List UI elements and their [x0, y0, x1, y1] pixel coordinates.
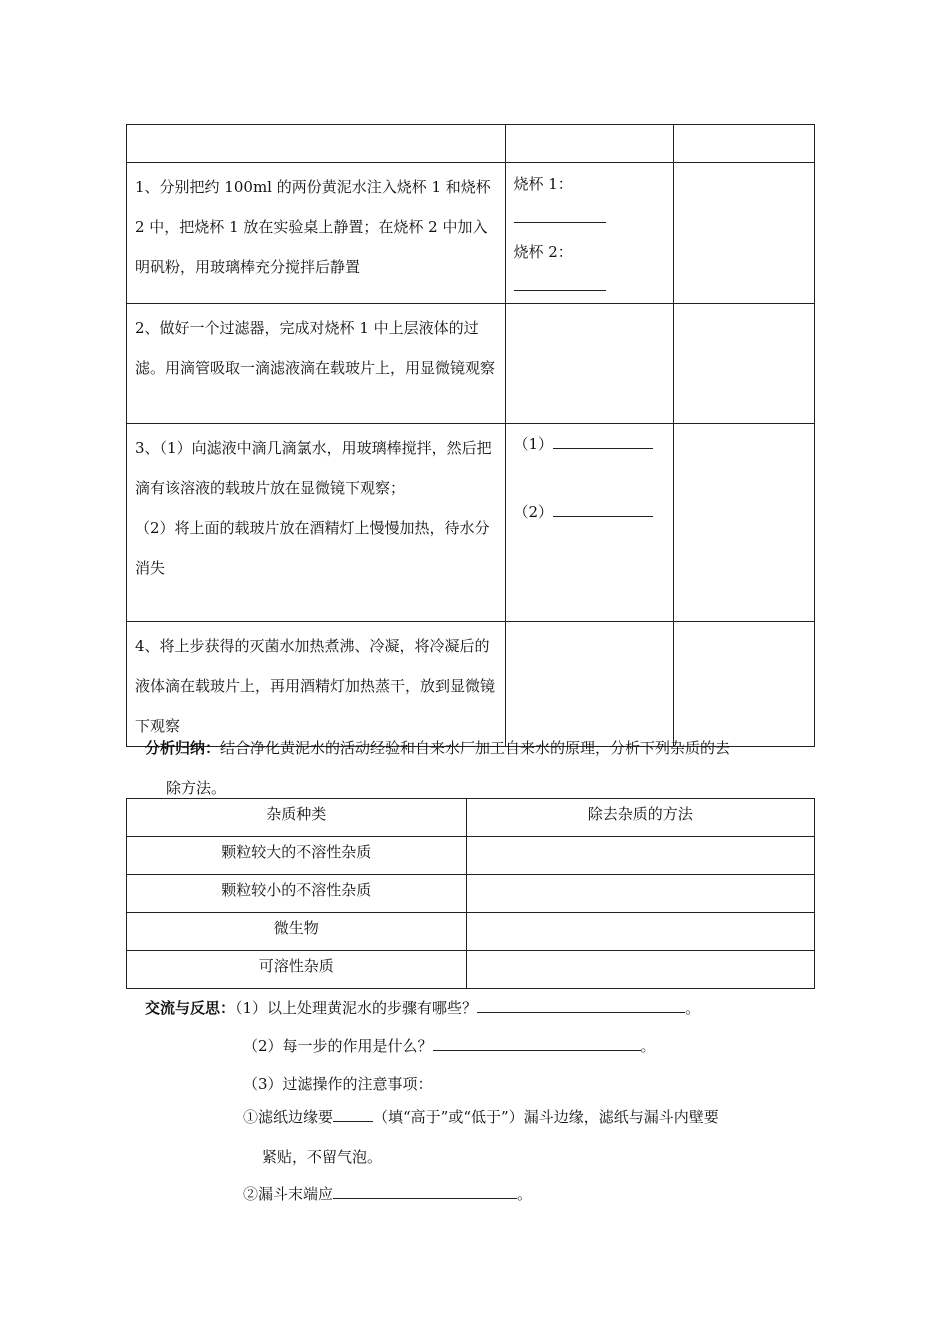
step-text: 1、分别把约 100ml 的两份黄泥水注入烧杯 1 和烧杯 2 中，把烧杯 1 放在实验桌上静置；在烧杯 2 中加入明矾粉，用玻璃棒充分搅拌后静置: [135, 178, 491, 276]
punctuation: 。: [517, 1185, 533, 1203]
question-text: （1）以上处理黄泥水的步骤有哪些？: [235, 999, 478, 1017]
observation-label: （1）: [513, 435, 554, 453]
answer-blank[interactable]: [333, 1182, 517, 1199]
reflection-q2: [243, 1034, 656, 1058]
observation-cell: [505, 163, 673, 304]
observation-line: [514, 167, 665, 235]
impurity-type-cell: 颗粒较小的不溶性杂质: [127, 875, 467, 913]
table-row: [127, 424, 815, 622]
analysis-section: [145, 728, 825, 808]
table-row: [127, 125, 815, 163]
answer-blank[interactable]: [514, 206, 606, 223]
reflection-label: 交流与反思：: [145, 999, 236, 1017]
conclusion-cell: [673, 304, 814, 424]
question-text: （3）过滤操作的注意事项：: [243, 1075, 433, 1093]
filter-note-1: [243, 1105, 719, 1129]
impurity-type-cell: 可溶性杂质: [127, 951, 467, 989]
table-header-cell: 除去杂质的方法: [466, 799, 815, 837]
step-text: 2、做好一个过滤器，完成对烧杯 1 中上层液体的过滤。用滴管吸取一滴滤液滴在载玻片上，用显微镜观察: [135, 319, 496, 377]
analysis-label: 分析归纳：: [145, 739, 221, 757]
note-text: ②漏斗末端应: [243, 1185, 334, 1203]
step-text: 4、将上步获得的灭菌水加热煮沸、冷凝，将冷凝后的液体滴在载玻片上，再用酒精灯加热蒸干，放到显微镜下观察: [135, 637, 496, 735]
note-text: （填“高于”或“低于”）漏斗边缘，滤纸与漏斗内壁要: [373, 1108, 719, 1126]
filter-note-1-cont: [262, 1145, 382, 1169]
impurity-type-cell: 颗粒较大的不溶性杂质: [127, 837, 467, 875]
observation-line: [514, 235, 665, 303]
answer-blank[interactable]: [553, 432, 653, 449]
observation-label: 烧杯 1：: [513, 175, 573, 193]
punctuation: 。: [685, 999, 701, 1017]
step-cell: [127, 163, 506, 304]
table-row: [127, 837, 815, 875]
observation-line: [514, 410, 665, 478]
note-text: 紧贴，不留气泡。: [262, 1148, 383, 1166]
impurity-table: [126, 798, 815, 989]
table-header-cell: [505, 125, 673, 163]
answer-blank[interactable]: [553, 500, 653, 517]
step-cell: [127, 424, 506, 622]
conclusion-cell: [673, 424, 814, 622]
method-cell[interactable]: [466, 875, 815, 913]
table-row: [127, 875, 815, 913]
table-header-cell: 杂质种类: [127, 799, 467, 837]
method-cell[interactable]: [466, 837, 815, 875]
observation-label: （2）: [513, 503, 554, 521]
answer-blank[interactable]: [433, 1034, 641, 1051]
step-text: 3、（1）向滤液中滴几滴氯水，用玻璃棒搅拌，然后把滴有该溶液的载玻片放在显微镜下观察；: [135, 439, 492, 497]
step-cell: [127, 304, 506, 424]
note-text: ①滤纸边缘要: [243, 1108, 334, 1126]
reflection-q1: [145, 996, 700, 1020]
answer-blank[interactable]: [514, 274, 606, 291]
answer-blank[interactable]: [333, 1105, 373, 1122]
observation-label: 烧杯 2：: [513, 243, 573, 261]
method-cell[interactable]: [466, 951, 815, 989]
table-row: [127, 913, 815, 951]
table-row: [127, 799, 815, 837]
punctuation: 。: [640, 1037, 656, 1055]
observation-cell: [505, 424, 673, 622]
table-row: [127, 304, 815, 424]
impurity-type-cell: 微生物: [127, 913, 467, 951]
answer-blank[interactable]: [477, 996, 685, 1013]
experiment-table: [126, 124, 815, 747]
step-text: （2）将上面的载玻片放在酒精灯上慢慢加热，待水分消失: [135, 519, 490, 577]
method-cell[interactable]: [466, 913, 815, 951]
observation-cell: [505, 304, 673, 424]
observation-line: [514, 478, 665, 546]
reflection-q3: [243, 1072, 433, 1096]
filter-note-2: [243, 1182, 532, 1206]
table-row: [127, 163, 815, 304]
table-header-cell: [127, 125, 506, 163]
conclusion-cell: [673, 163, 814, 304]
table-header-cell: [673, 125, 814, 163]
question-text: （2）每一步的作用是什么？: [243, 1037, 433, 1055]
analysis-text: 结合净化黄泥水的活动经验和自来水厂加工自来水的原理，分析下列杂质的去: [220, 739, 731, 757]
table-row: [127, 951, 815, 989]
analysis-text: 除方法。: [166, 779, 227, 797]
